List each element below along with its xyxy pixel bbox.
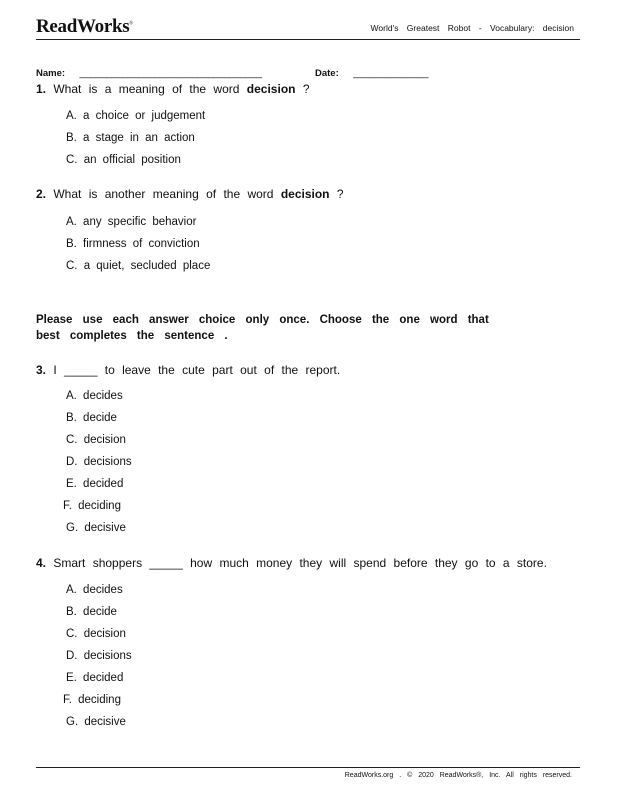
q3-choice-f[interactable]: F. deciding [63, 500, 121, 512]
readworks-logo: ReadWorks® [36, 16, 133, 37]
q2-choice-c[interactable]: C. a quiet, secluded place [66, 260, 211, 272]
footer-rule [36, 767, 580, 768]
question-text: What is another meaning of the word [53, 187, 274, 201]
passage-title: World's Greatest Robot [370, 23, 471, 33]
date-field[interactable] [315, 63, 428, 81]
question-mark: ? [336, 187, 344, 201]
question-3 [36, 363, 340, 377]
q3-choice-d[interactable]: D. decisions [66, 456, 132, 468]
question-mark: ? [302, 82, 310, 96]
q3-choice-e[interactable]: E. decided [66, 478, 124, 490]
q4-choice-c[interactable]: C. decision [66, 628, 126, 640]
q4-choice-f[interactable]: F. deciding [63, 694, 121, 706]
name-field[interactable] [36, 63, 262, 81]
q1-choice-c[interactable]: C. an official position [66, 154, 181, 166]
header-rule [36, 39, 580, 40]
vocab-word: decision [246, 82, 296, 96]
q1-choice-a[interactable]: A. a choice or judgement [66, 110, 206, 122]
question-text: I _____ to leave the cute part out of the report. [53, 363, 341, 377]
name-blank[interactable]: __________________________________ [79, 68, 262, 79]
vocab-word: decision [280, 187, 330, 201]
question-number: 2. [36, 187, 47, 201]
q4-choice-e[interactable]: E. decided [66, 672, 124, 684]
question-2 [36, 187, 344, 201]
question-number: 3. [36, 363, 47, 377]
question-1 [36, 82, 310, 96]
copyright-footer: ReadWorks.org . © 2020 ReadWorks®, Inc. All rights reserved. [344, 772, 572, 779]
question-number: 4. [36, 556, 47, 570]
instructions: Please use each answer choice only once. Choose the one word that best completes the sentence . [36, 314, 489, 342]
q3-choice-b[interactable]: B. decide [66, 412, 117, 424]
q4-choice-b[interactable]: B. decide [66, 606, 117, 618]
question-4 [36, 556, 547, 570]
q2-choice-b[interactable]: B. firmness of conviction [66, 238, 200, 250]
header-info [371, 23, 574, 33]
q2-choice-a[interactable]: A. any specific behavior [66, 216, 197, 228]
q3-choice-c[interactable]: C. decision [66, 434, 126, 446]
q3-choice-a[interactable]: A. decides [66, 390, 123, 402]
q4-choice-g[interactable]: G. decisive [66, 716, 126, 728]
q4-choice-a[interactable]: A. decides [66, 584, 123, 596]
date-label: Date: [315, 68, 339, 79]
date-blank[interactable]: ______________ [353, 68, 429, 79]
q4-choice-d[interactable]: D. decisions [66, 650, 132, 662]
question-text: What is a meaning of the word [53, 82, 240, 96]
name-label: Name: [36, 68, 66, 79]
question-text: Smart shoppers _____ how much money they will spend before they go to a store. [53, 556, 547, 570]
q3-choice-g[interactable]: G. decisive [66, 522, 126, 534]
question-number: 1. [36, 82, 47, 96]
q1-choice-b[interactable]: B. a stage in an action [66, 132, 195, 144]
vocabulary-topic: - Vocabulary: decision [478, 23, 574, 33]
logo-registered-mark: ® [129, 21, 133, 27]
